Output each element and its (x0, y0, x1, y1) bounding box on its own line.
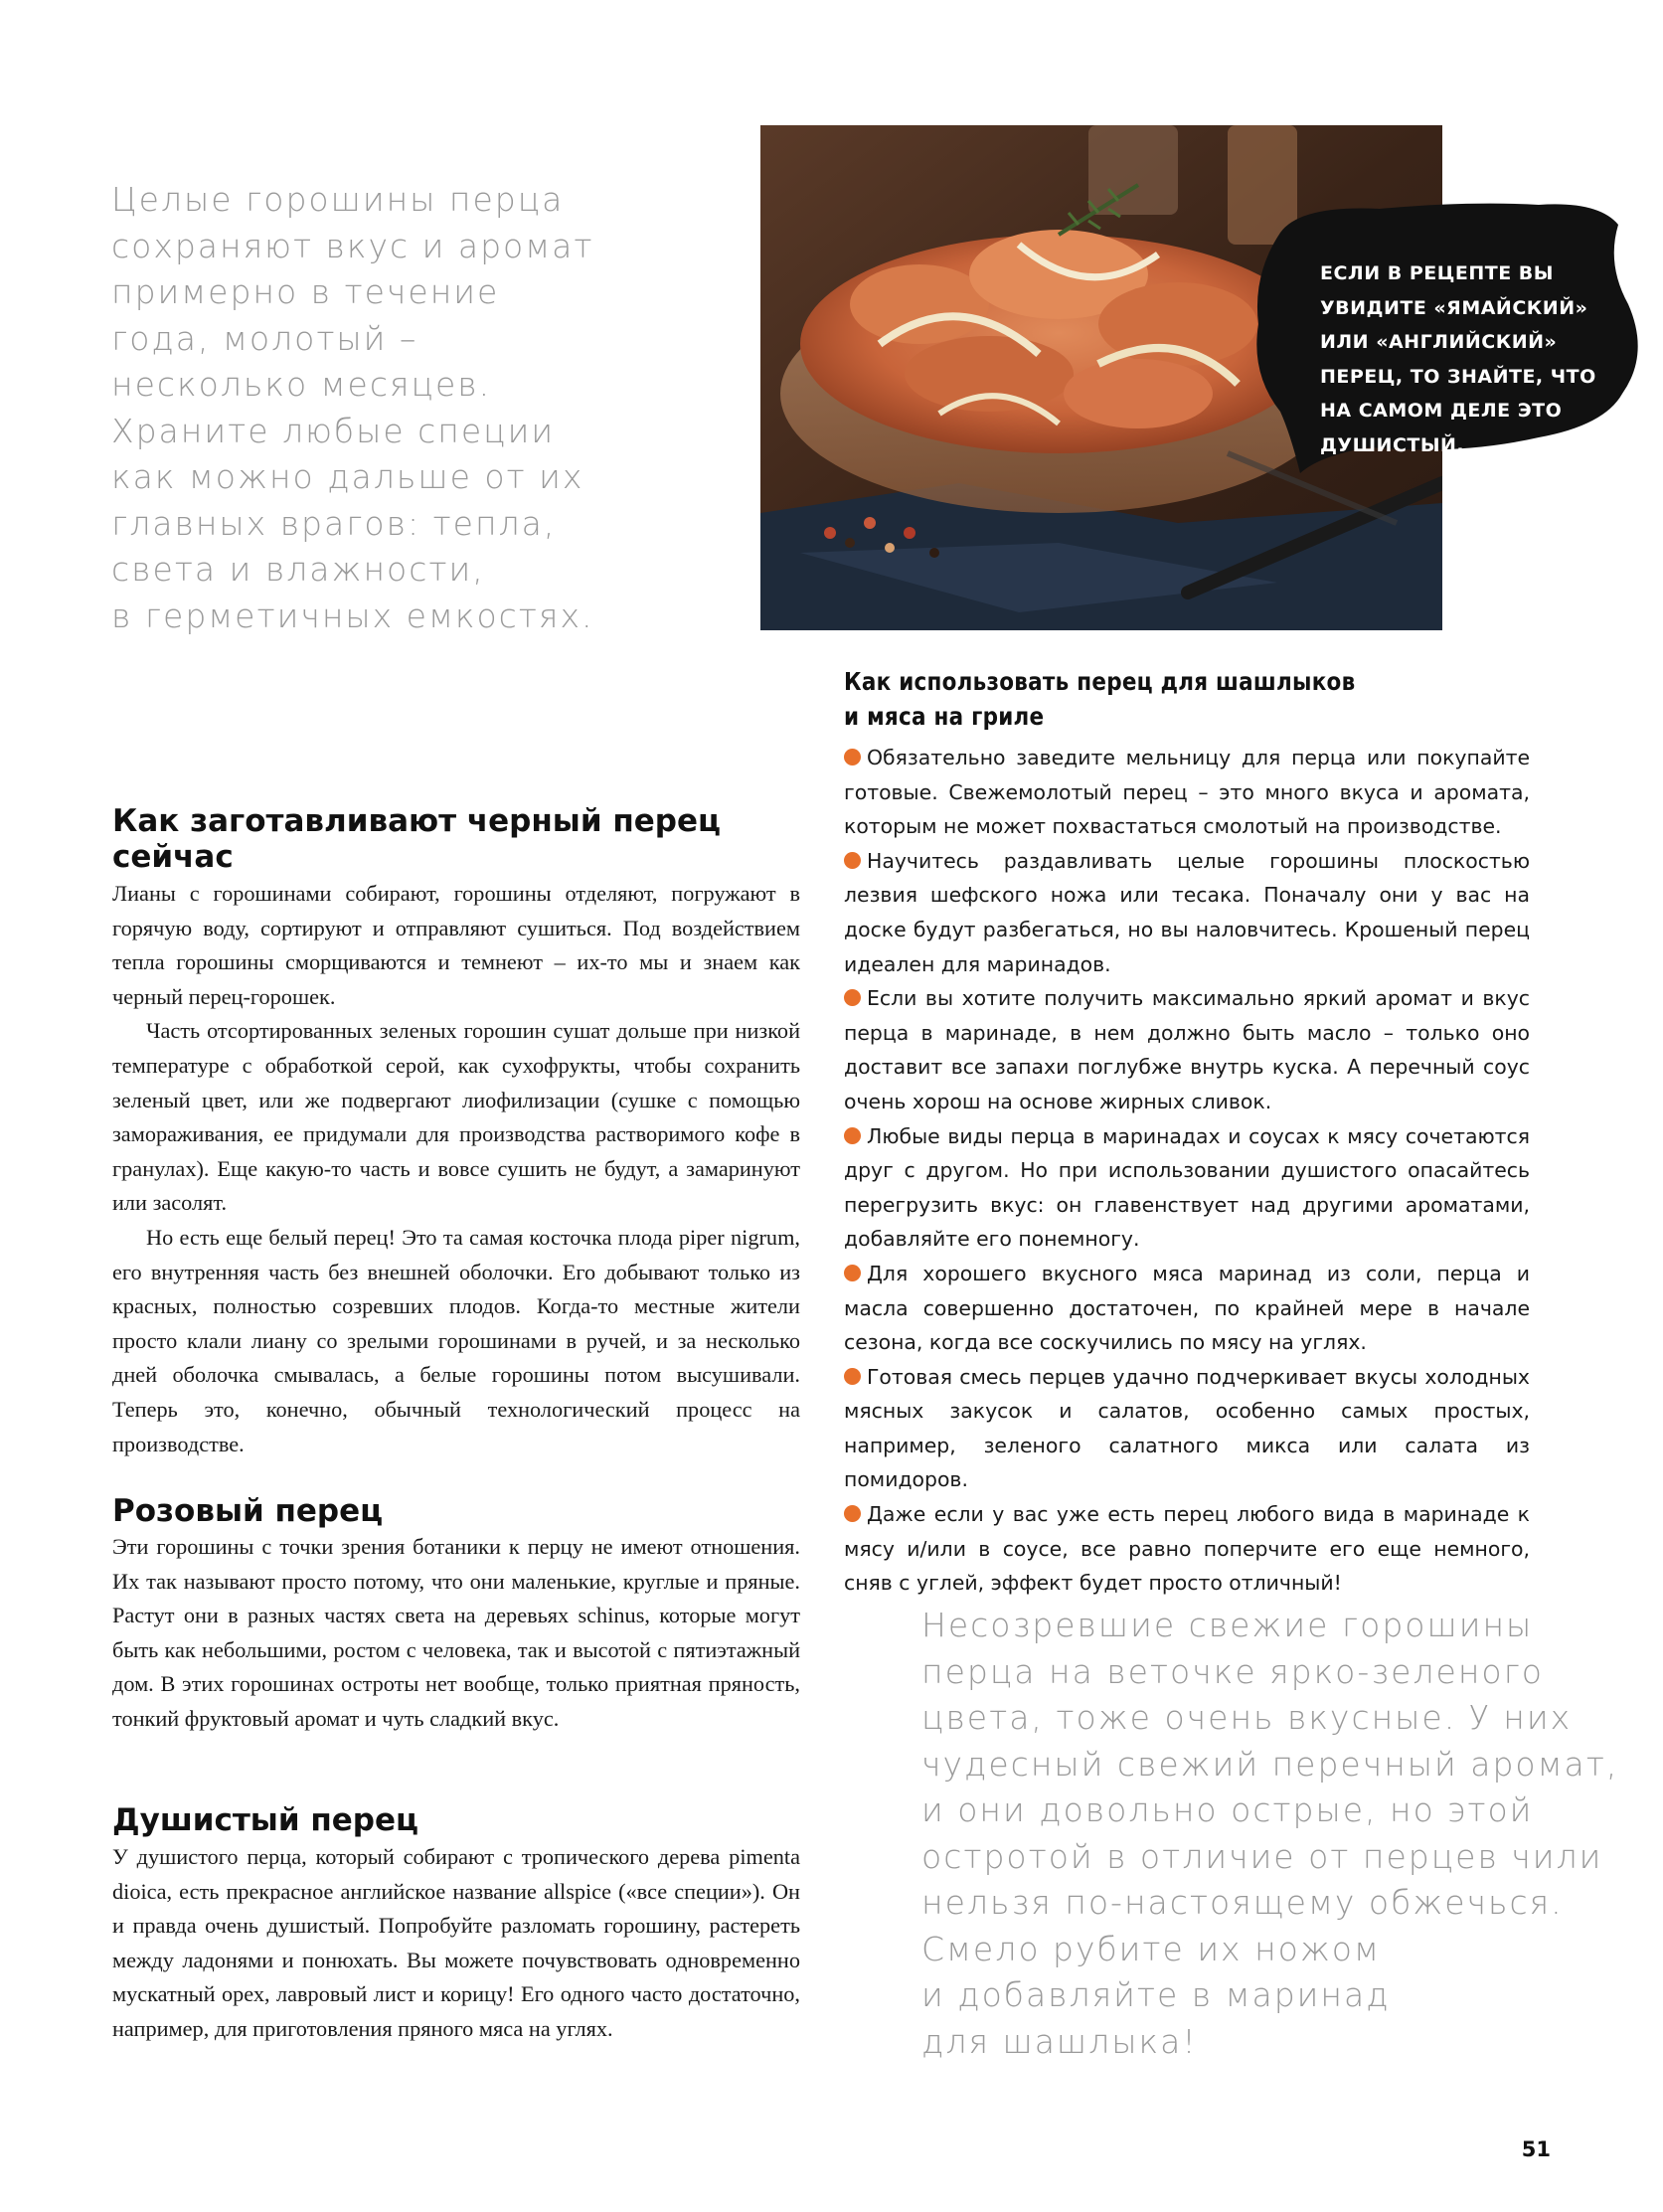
tip-item: Для хорошего вкусного мяса маринад из соли, перца и масла совершенно достаточен, по крайней мере в начале сезона, когда все соскучились по мясу на углях. (844, 1261, 1530, 1355)
orange-bullet-icon (844, 1127, 861, 1144)
tip-item: Обязательно заведите мельницу для перца или покупайте готовые. Свежемолотый перец – это много вкуса и аромата, которым не может похвастаться смолотый на производстве. (844, 746, 1530, 839)
pullquote-bottom: Несозревшие свежие горошины перца на веточке ярко-зеленого цвета, тоже очень вкусные. У них чудесный свежий перечный аромат, и они довольно острые, но этой остротой в отличие от перцев чили нельзя по-настоящему обжечься. Смело рубите их ножом и добавляйте в маринад для шашлыка! (921, 1606, 1619, 2061)
section-title-black-pepper: Как заготавливают черный перец сейчас (112, 803, 721, 875)
orange-bullet-icon (844, 852, 861, 869)
tips-title: Как использовать перец для шашлыков и мяса на гриле (844, 667, 1356, 731)
paragraph: Лианы с горошинами собирают, горошины отделяют, погружают в горячую воду, сортируют и отправляют сушиться. Под воздействием тепла горошины сморщиваются и темнеют – их-то мы и знаем как черный перец-горошек. (112, 881, 800, 1009)
tip-item: Даже если у вас уже есть перец любого вида в маринаде к мясу и/или в соусе, все равно поперчите его еще немного, сняв с углей, эффект будет просто отличный! (844, 1502, 1530, 1596)
paragraph: Но есть еще белый перец! Это та самая косточка плода piper nigrum, его внутренняя часть без внешней оболочки. Его добывают только из красных, полностью созревших плодов. Когда-то местные жители просто клали лиану со зрелыми горошинами в ручей, и за несколько дней оболочка смывалась, а белые горошины потом высушивали. Теперь это, конечно, обычный технологический процесс на производстве. (112, 1224, 800, 1456)
section-body-allspice (112, 1840, 800, 2047)
tip-item: Готовая смесь перцев удачно подчеркивает вкусы холодных мясных закусок и салатов, особенно самых простых, например, зеленого салатного микса или салата из помидоров. (844, 1364, 1530, 1492)
orange-bullet-icon (844, 1505, 861, 1522)
section-body-pink-pepper (112, 1530, 800, 1737)
callout-text: ЕСЛИ В РЕЦЕПТЕ ВЫ УВИДИТЕ «ЯМАЙСКИЙ» ИЛИ «АНГЛИЙСКИЙ» ПЕРЕЦ, ТО ЗНАЙТЕ, ЧТО НА САМОМ ДЕЛЕ ЭТО ДУШИСТЫЙ. (1320, 262, 1596, 456)
paragraph: У душистого перца, который собирают с тропического дерева pimenta dioica, есть прекрасное английское название allspice («все специи»). Он и правда очень душистый. Попробуйте разломать горошину, растереть между ладонями и понюхать. Вы можете почувствовать одновременно мускатный орех, лавровый лист и корицу! Его одного часто достаточно, например, для приготовления пряного мяса на углях. (112, 1844, 800, 2041)
paragraph: Эти горошины с точки зрения ботаники к перцу не имеют отношения. Их так называют просто потому, что они маленькие, круглые и пряные. Растут они в разных частях света на деревьях schinus, которые могут быть как небольшими, ростом с человека, так и высотой с пятиэтажный дом. В этих горошинах остроты нет вообще, только приятная пряность, тонкий фруктовый аромат и чуть сладкий вкус. (112, 1534, 800, 1731)
orange-bullet-icon (844, 1265, 861, 1281)
page-number: 51 (1521, 2137, 1551, 2161)
tips-list (844, 741, 1530, 1601)
tip-item: Любые виды перца в маринадах и соусах к мясу сочетаются друг с другом. Но при использовании душистого опасайтесь перегрузить вкус: он главенствует над другими ароматами, добавляйте его понемногу. (844, 1123, 1530, 1252)
tip-item: Если вы хотите получить максимально яркий аромат и вкус перца в маринаде, в нем должно быть масло – только оно доставит все запахи поглубже внутрь куска. А перечный соус очень хорош на основе жирных сливок. (844, 986, 1530, 1113)
paragraph: Часть отсортированных зеленых горошин сушат дольше при низкой температуре с обработкой серой, как сухофрукты, чтобы сохранить зеленый цвет, или же подвергают лиофилизации (сушке с помощью замораживания, ее придумали для производства растворимого кофе в гранулах). Еще какую-то часть и вовсе сушить не будут, а замаринуют или засолят. (112, 1018, 800, 1216)
tip-item: Научитесь раздавливать целые горошины плоскостью лезвия шефского ножа или тесака. Поначалу они у вас на доске будут разбегаться, но вы наловчитесь. Крошеный перец идеален для маринадов. (844, 848, 1530, 976)
orange-bullet-icon (844, 749, 861, 766)
callout-bubble (1241, 195, 1652, 483)
section-title-pink-pepper: Розовый перец (112, 1493, 384, 1529)
section-body-black-pepper (112, 877, 800, 1461)
pullquote-top: Целые горошины перца сохраняют вкус и аромат примерно в течение года, молотый – несколько месяцев. Храните любые специи как можно дальше от их главных врагов: тепла, света и влажности, в герметичных емкостях. (111, 180, 594, 635)
section-title-allspice: Душистый перец (112, 1802, 418, 1838)
orange-bullet-icon (844, 1368, 861, 1385)
orange-bullet-icon (844, 989, 861, 1006)
